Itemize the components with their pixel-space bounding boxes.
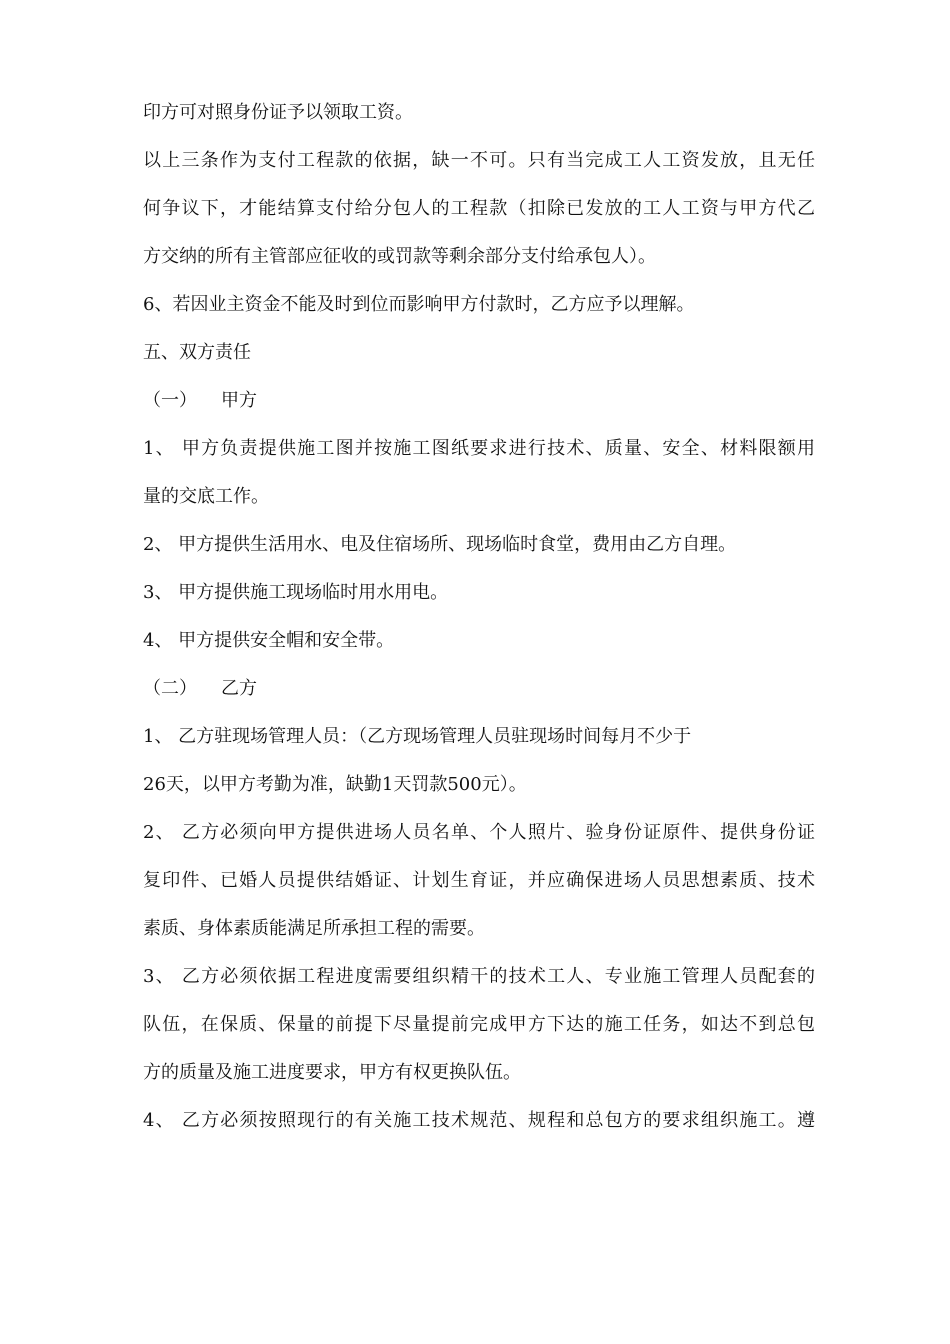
party-a-item-3: 3、 甲方提供施工现场临时用水用电。 [143,582,449,603]
party-b-item-4: 4、 乙方必须按照现行的有关施工技术规范、规程和总包方的要求组织施工。遵 [143,1110,815,1131]
subsection-heading-party-a [143,388,815,413]
party-a-item-4: 4、 甲方提供安全帽和安全带。 [143,630,395,651]
section-heading: 五、双方责任 [143,342,251,363]
subsection-number: （一） [143,390,197,411]
party-b-item-3: 3、 乙方必须依据工程进度需要组织精干的技术工人、专业施工管理人员配套的 [143,966,815,987]
clause-6: 6、若因业主资金不能及时到位而影响甲方付款时，乙方应予以理解。 [143,294,695,315]
subsection-title: 乙方 [221,678,257,699]
party-a-item-1-cont: 量的交底工作。 [143,486,269,507]
document-body [143,100,815,1133]
paragraph-line: 何争议下，才能结算支付给分包人的工程款（扣除已发放的工人工资与甲方代乙 [143,198,815,219]
subsection-number: （二） [143,678,197,699]
party-b-item-3-cont: 队伍，在保质、保量的前提下尽量提前完成甲方下达的施工任务，如达不到总包 [143,1014,815,1035]
subsection-heading-party-b [143,676,815,701]
party-b-item-1-cont: 26天，以甲方考勤为准，缺勤1天罚款500元）。 [143,774,527,795]
party-a-item-2: 2、 甲方提供生活用水、电及住宿场所、现场临时食堂，费用由乙方自理。 [143,534,737,555]
party-b-item-3-cont: 方的质量及施工进度要求，甲方有权更换队伍。 [143,1062,521,1083]
party-b-item-2: 2、 乙方必须向甲方提供进场人员名单、个人照片、验身份证原件、提供身份证 [143,822,815,843]
party-b-item-1: 1、 乙方驻现场管理人员：（乙方现场管理人员驻现场时间每月不少于 [143,726,692,747]
party-b-item-2-cont: 复印件、已婚人员提供结婚证、计划生育证，并应确保进场人员思想素质、技术 [143,870,815,891]
paragraph-line: 印方可对照身份证予以领取工资。 [143,102,413,123]
party-b-item-2-cont: 素质、身体素质能满足所承担工程的需要。 [143,918,485,939]
paragraph-line: 以上三条作为支付工程款的依据，缺一不可。只有当完成工人工资发放，且无任 [143,150,815,171]
subsection-title: 甲方 [221,390,257,411]
paragraph-line: 方交纳的所有主管部应征收的或罚款等剩余部分支付给承包人）。 [143,246,656,267]
party-a-item-1: 1、 甲方负责提供施工图并按施工图纸要求进行技术、质量、安全、材料限额用 [143,438,815,459]
